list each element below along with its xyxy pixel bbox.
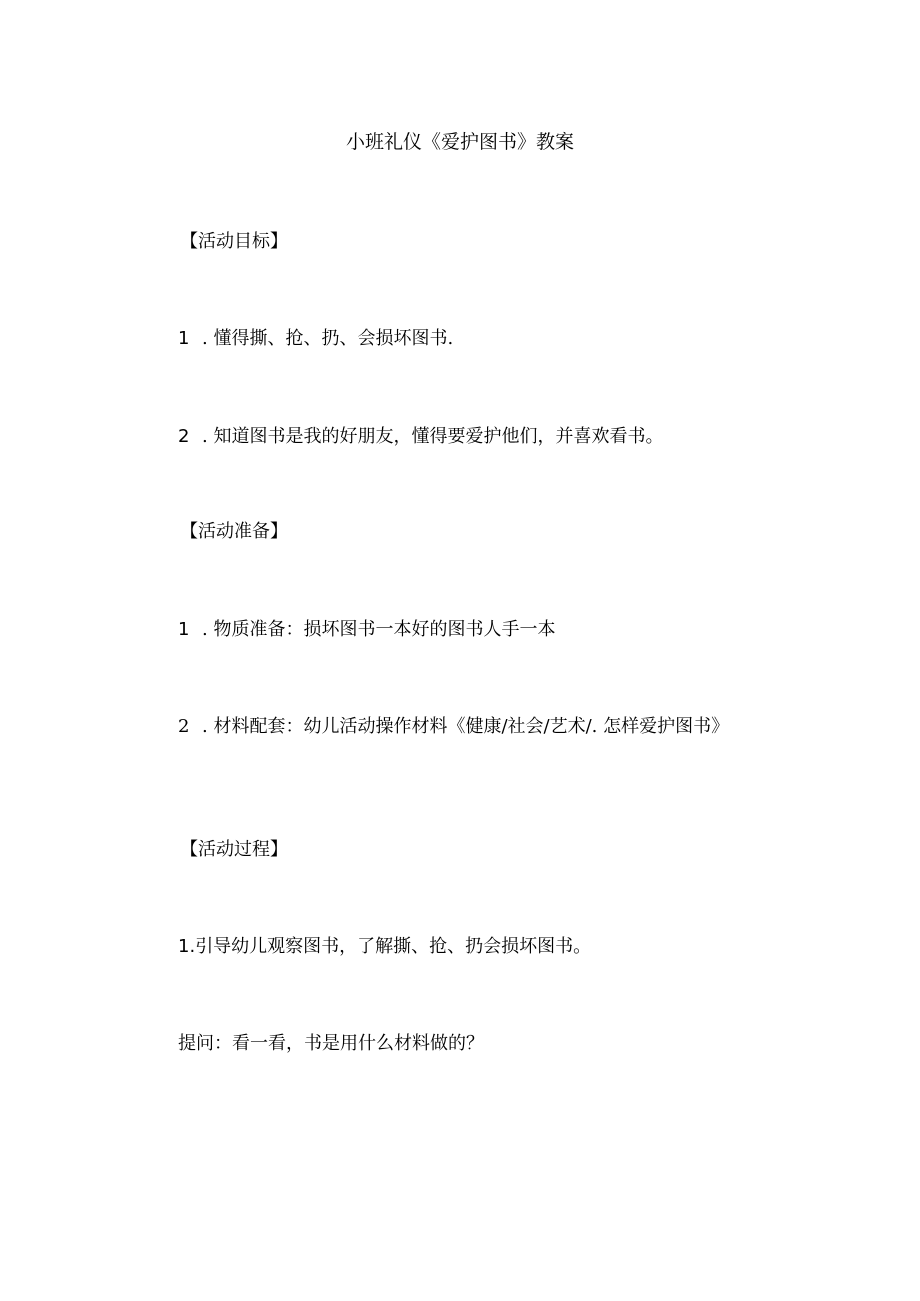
- goal-item-1: [178, 325, 453, 353]
- item-text: . 材料配套：幼儿活动操作材料《健康/社会/艺术/. 怎样爱护图书》: [202, 716, 730, 737]
- item-number: 1: [178, 619, 190, 640]
- goal-item-2: [178, 423, 663, 451]
- item-number: 1: [178, 328, 190, 349]
- document-title: 小班礼仪《爱护图书》教案: [345, 131, 574, 153]
- item-number: 2: [178, 426, 190, 447]
- item-number: 1.: [178, 936, 196, 957]
- wrapped-paragraph: [140, 712, 780, 741]
- section-heading-goals: 【活动目标】: [180, 231, 288, 252]
- item-text: . 懂得撕、抢、扔、会损坏图书.: [202, 328, 454, 349]
- item-text: . 知道图书是我的好朋友，懂得要爱护他们，并喜欢看书。: [202, 426, 664, 447]
- process-question: 提问：看一看，书是用什么材料做的？: [178, 1033, 484, 1054]
- item-text: . 物质准备：损坏图书一本好的图书人手一本: [202, 619, 556, 640]
- item-text: 引导幼儿观察图书，了解撕、抢、扔会损坏图书。: [195, 936, 592, 957]
- section-heading-process: 【活动过程】: [180, 839, 288, 860]
- section-heading-preparation: 【活动准备】: [180, 521, 288, 542]
- preparation-item-1: [178, 616, 555, 644]
- item-number: 2: [178, 716, 190, 737]
- preparation-item-2: [140, 712, 780, 741]
- process-item-1: [178, 933, 591, 961]
